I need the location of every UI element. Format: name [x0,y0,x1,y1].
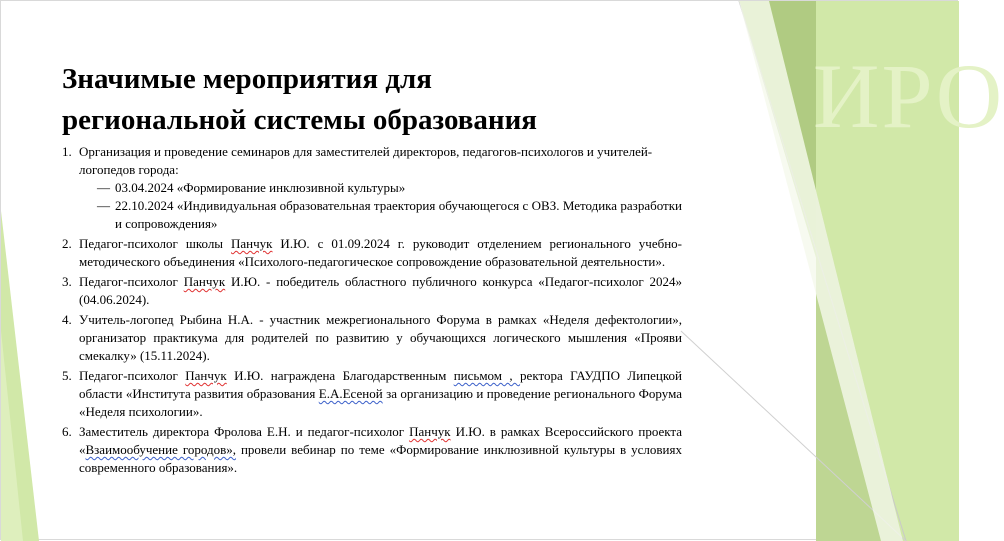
dash-bullet: — [97,198,110,213]
item-number: 5. [62,368,72,383]
spellcheck-word: Панчук [231,236,273,251]
slide-title [62,59,682,141]
sub-item-text: 03.04.2024 «Формирование инклюзивной культуры» [115,180,406,195]
text-segment: И.Ю. в рамках Всероссийского проекта « [79,424,683,457]
title-line-1: Значимые мероприятия для [62,63,432,95]
item-number: 3. [62,274,72,289]
grammar-check-segment: письмом , [453,368,521,383]
text-segment: ректора ГАУДПО Липецкой области «Института развития образования [79,368,682,401]
list-item [62,235,682,271]
dash-bullet: — [97,180,110,195]
item-text: Организация и проведение семинаров для заместителей директоров, педагогов-психологов и учителей-логопедов города: [79,144,653,177]
text-segment: И.Ю. - победитель областного публичного конкурса «Педагог-психолог 2024» (04.06.2024). [79,274,682,307]
text-segment: И.Ю. с 01.09.2024 г. руководит отделением регионального учебно-методического объединения «Психолого-педагогическое сопровождение образовательной деятельности». [79,236,683,269]
text-segment: Педагог-психолог [79,274,184,289]
item-body [79,143,682,233]
spellcheck-word: Панчук [185,368,227,383]
watermark-text: ИРО [813,45,1004,147]
list-item [62,143,682,233]
text-segment: И.Ю. награждена Благодарственным [226,368,454,383]
item-text [79,235,682,271]
spellcheck-word: Панчук [409,424,451,439]
text-segment: Заместитель директора Фролова Е.Н. и педагог-психолог [79,424,410,439]
item-text [79,423,682,477]
events-list [62,143,682,477]
sub-list-item [79,179,682,197]
item-number: 6. [62,424,72,439]
list-item [62,273,682,309]
events-list-container [62,143,682,479]
sub-list-item [79,197,682,233]
item-text [79,367,682,421]
text-segment: Педагог-психолог школы [79,236,231,251]
list-item [62,423,682,477]
item-number: 1. [62,144,72,159]
item-number: 4. [62,312,72,327]
sub-list [79,179,682,233]
text-segment: провели вебинар по теме «Формирование инклюзивной культуры в условиях современного образования». [79,442,682,475]
spellcheck-word: Панчук [183,274,226,289]
text-segment: Педагог-психолог [79,368,186,383]
list-item [62,311,682,365]
item-text [79,273,682,309]
grammar-check-segment: Взаимообучение городов», [85,442,236,457]
sub-item-text: 22.10.2024 «Индивидуальная образовательная траектория обучающегося с ОВЗ. Методика разработки и сопровождения» [115,198,682,231]
grammar-check-segment: Е.А.Есеной [318,386,383,401]
item-number: 2. [62,236,72,251]
item-text: Учитель-логопед Рыбина Н.А. - участник межрегионального Форума в рамках «Неделя дефектологии», организатор практикума для родителей по развитию у обучающихся логического мышления «Прояви смекалку» (15.11.2024). [79,312,682,363]
title-line-2: региональной системы образования [62,104,537,136]
list-item [62,367,682,421]
text-segment: за организацию и проведение регионального Форума «Неделя психологии». [79,386,682,419]
